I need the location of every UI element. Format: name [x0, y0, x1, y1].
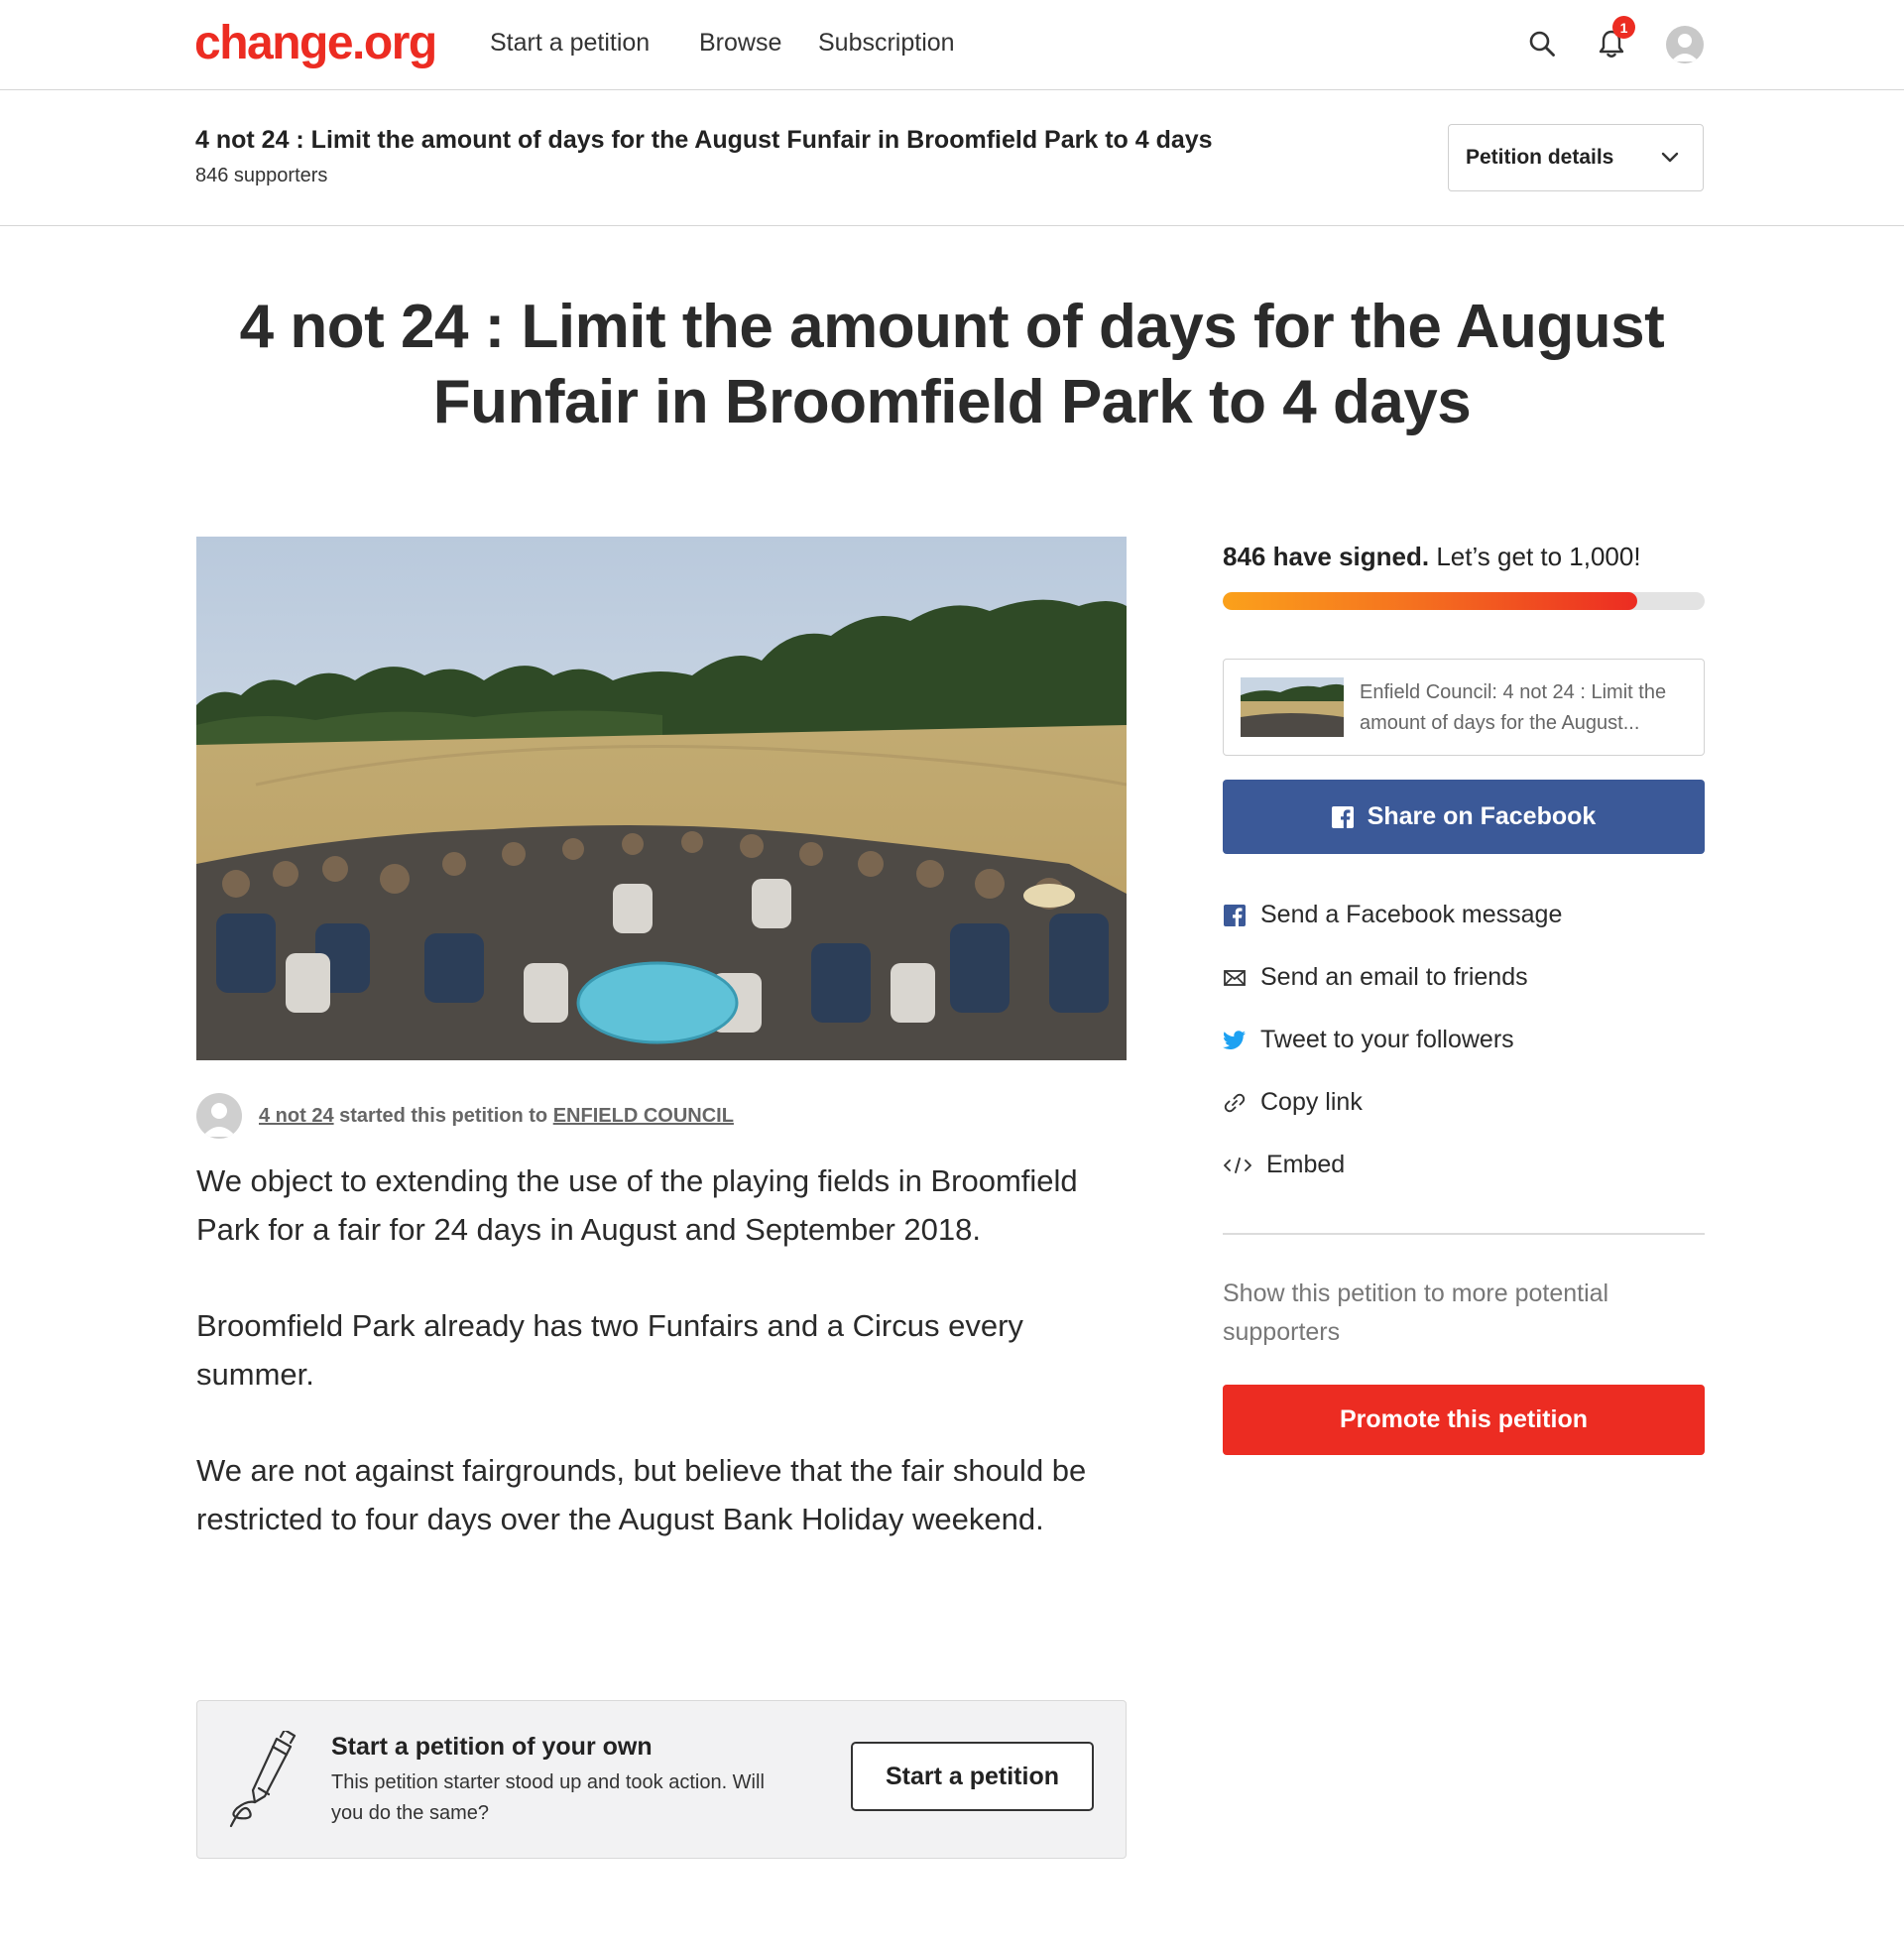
- share-link-label: Tweet to your followers: [1260, 1026, 1514, 1053]
- send-facebook-message-link[interactable]: [1223, 901, 1562, 929]
- search-icon[interactable]: [1524, 26, 1560, 61]
- petition-bar-title: 4 not 24 : Limit the amount of days for the August Funfair in Broomfield Park to 4 days: [195, 126, 1213, 154]
- description-paragraph: We are not against fairgrounds, but believe that the fair should be restricted to four days over the August Bank Holiday weekend.: [196, 1453, 1087, 1536]
- petition-details-label: Petition details: [1466, 146, 1614, 169]
- petition-target-link[interactable]: ENFIELD COUNCIL: [552, 1105, 734, 1127]
- petition-details-dropdown[interactable]: [1448, 124, 1704, 191]
- preview-text: Enfield Council: 4 not 24 : Limit the amount of days for the August...: [1360, 681, 1667, 734]
- nav-start-petition-link[interactable]: Start a petition: [490, 29, 651, 57]
- embed-icon: [1223, 1154, 1252, 1177]
- petition-starter-line: [259, 1105, 734, 1128]
- email-icon: [1223, 966, 1247, 990]
- notification-badge: 1: [1612, 16, 1635, 39]
- signature-count: [1223, 542, 1641, 572]
- embed-link[interactable]: [1223, 1151, 1345, 1179]
- signature-progress-bar: [1223, 592, 1705, 610]
- description-paragraph: We object to extending the use of the playing fields in Broomfield Park for a fair for 24 days in August and September 2018.: [196, 1163, 1078, 1247]
- petition-sticky-bar: [0, 90, 1904, 226]
- link-icon: [1223, 1091, 1247, 1115]
- share-link-label: Send a Facebook message: [1260, 901, 1563, 928]
- preview-thumbnail: [1241, 677, 1344, 737]
- starter-name-link[interactable]: 4 not 24: [259, 1105, 334, 1127]
- description-paragraph: Broomfield Park already has two Funfairs and a Circus every summer.: [196, 1308, 1023, 1392]
- progress-fill: [1223, 592, 1637, 610]
- share-on-facebook-button[interactable]: [1223, 780, 1705, 854]
- signature-goal-text: Let’s get to 1,000!: [1436, 542, 1641, 571]
- share-link-label: Send an email to friends: [1260, 963, 1528, 991]
- nav-subscription-link[interactable]: Subscription: [818, 29, 955, 57]
- share-preview-card[interactable]: [1223, 659, 1705, 756]
- petition-description: [196, 1157, 1109, 1591]
- petition-photo: [196, 537, 1127, 1060]
- petition-headline: 4 not 24 : Limit the amount of days for the August Funfair in Broomfield Park to 4 days: [239, 293, 1665, 436]
- twitter-icon: [1223, 1029, 1247, 1052]
- nav-browse-link[interactable]: Browse: [699, 29, 782, 57]
- facebook-icon: [1332, 806, 1354, 828]
- tweet-link[interactable]: [1223, 1026, 1514, 1054]
- start-petition-button[interactable]: Start a petition: [851, 1742, 1094, 1811]
- starter-avatar: [196, 1093, 242, 1139]
- starter-middle-text: started this petition to: [339, 1105, 548, 1127]
- send-email-link[interactable]: [1223, 963, 1528, 992]
- share-link-label: Copy link: [1260, 1088, 1363, 1116]
- sidebar-divider: [1223, 1233, 1705, 1235]
- pen-icon: [225, 1731, 304, 1830]
- promote-petition-button[interactable]: Promote this petition: [1223, 1385, 1705, 1455]
- change-org-logo[interactable]: change.org: [194, 17, 436, 69]
- supporters-count: 846 supporters: [195, 165, 328, 186]
- share-link-label: Embed: [1266, 1151, 1346, 1178]
- user-avatar[interactable]: [1666, 26, 1704, 63]
- start-own-petition-box: [196, 1700, 1127, 1859]
- share-on-facebook-label: Share on Facebook: [1367, 802, 1597, 830]
- own-petition-description: This petition starter stood up and took action. Will you do the same?: [331, 1771, 765, 1824]
- own-petition-title: Start a petition of your own: [331, 1733, 653, 1761]
- chevron-down-icon: [1661, 152, 1679, 164]
- facebook-icon: [1223, 904, 1247, 927]
- promote-description: Show this petition to more potential supporters: [1223, 1279, 1609, 1346]
- signed-count-text: 846 have signed.: [1223, 542, 1430, 571]
- copy-link[interactable]: [1223, 1088, 1363, 1117]
- top-navigation: [0, 0, 1904, 90]
